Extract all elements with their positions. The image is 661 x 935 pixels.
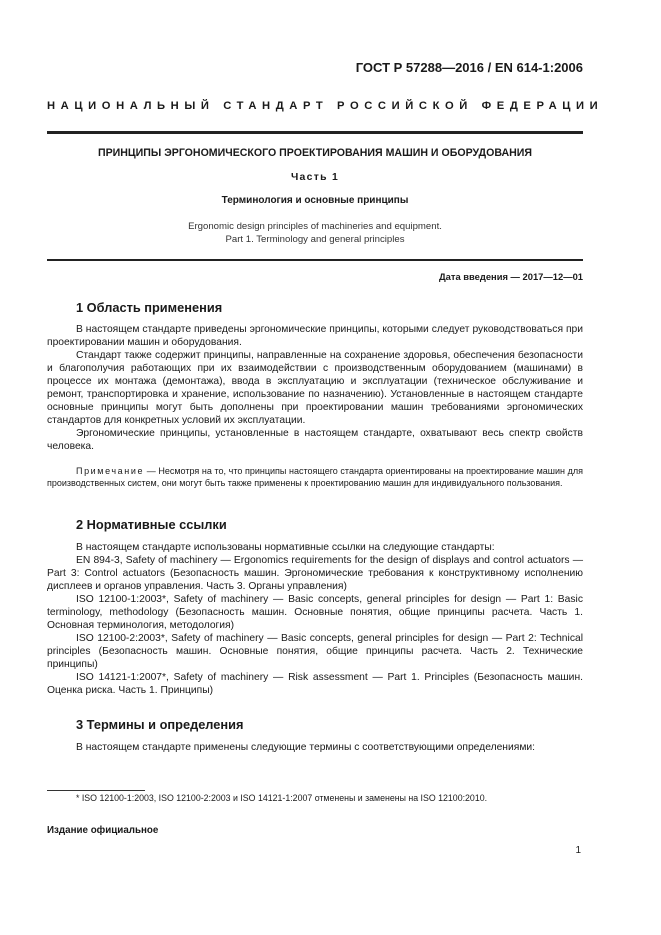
paragraph: Стандарт также содержит принципы, направленные на сохранение здоровья, обеспечения безопасности и благополучия работающих при их взаимодействии с производственным оборудованием (машинами) в процессе их монтажа (демонтажа), ввода в эксплуатацию и эксплуатации (техническое обслуживание и ремонт, транспортировка и хранение, использование по назначению). Установленные в настоящем стандарте основные принципы могут быть дополнены при проектировании машин требованиями эргономических стандартов для конкретных условий их эксплуатации. <box>47 350 583 426</box>
section1-note <box>47 465 583 489</box>
title-divider <box>47 259 583 261</box>
reference-item: EN 894-3, Safety of machinery — Ergonomics requirements for the design of displays and control actuators — Part 3: Control actuators (Безопасность машин. Эргономические требования к конструктивному исполнению дисплеев и органов управления. Часть 3. Органы управления) <box>47 555 583 592</box>
section3-body <box>47 741 583 754</box>
english-title <box>47 220 583 246</box>
national-standard-banner: НАЦИОНАЛЬНЫЙ СТАНДАРТ РОССИЙСКОЙ ФЕДЕРАЦИИ <box>47 100 604 112</box>
document-part: Часть 1 <box>290 172 340 183</box>
document-title: ПРИНЦИПЫ ЭРГОНОМИЧЕСКОГО ПРОЕКТИРОВАНИЯ МАШИН И ОБОРУДОВАНИЯ <box>97 147 532 159</box>
paragraph: В настоящем стандарте применены следующие термины с соответствующими определениями: <box>76 742 536 753</box>
edition-label: Издание официальное <box>47 825 159 836</box>
paragraph: Эргономические принципы, установленные в настоящем стандарте, охватывают весь спектр свойств человека. <box>47 428 583 452</box>
footnote: * ISO 12100-1:2003, ISO 12100-2:2003 и ISO 14121-1:2007 отменены и заменены на ISO 12100:2010. <box>76 793 488 803</box>
intro-date: Дата введения — 2017—12—01 <box>438 271 583 282</box>
section2-body <box>47 541 583 697</box>
section3-heading: 3 Термины и определения <box>76 717 244 732</box>
paragraph: В настоящем стандарте приведены эргономические принципы, которыми следует руководствоваться при проектировании машин и оборудования. <box>47 324 583 348</box>
page-number: 1 <box>575 845 581 856</box>
paragraph: В настоящем стандарте использованы нормативные ссылки на следующие стандарты: <box>76 542 495 553</box>
document-subtitle: Терминология и основные принципы <box>221 195 409 206</box>
note-label: Примечание <box>76 466 145 476</box>
reference-item: ISO 12100-2:2003*, Safety of machinery — Basic concepts, general principles for design — Part 2: Technical principles (Безопасность машин. Основные понятия, общие принципы расчета. Часть 2. Технические принципы) <box>47 633 583 670</box>
section1-heading: 1 Область применения <box>76 300 223 315</box>
section1-body <box>47 323 583 453</box>
footnote-divider <box>47 790 145 791</box>
standard-code: ГОСТ Р 57288—2016 / EN 614-1:2006 <box>355 60 583 75</box>
english-title-line2: Part 1. Terminology and general principles <box>225 234 405 245</box>
english-title-line1: Ergonomic design principles of machineries and equipment. <box>188 221 442 232</box>
header-divider <box>47 131 583 134</box>
reference-item: ISO 12100-1:2003*, Safety of machinery — Basic concepts, general principles for design — Part 1: Basic terminology, methodology (Безопасность машин. Основные понятия, общие принципы расчета. Часть 1. Основная терминология, методология) <box>47 594 583 631</box>
note-paragraph <box>47 465 583 489</box>
section2-heading: 2 Нормативные ссылки <box>76 517 227 532</box>
note-text: — Несмотря на то, что принципы настоящего стандарта ориентированы на проектирование машин для производственных систем, они могут быть также применены к проектированию машин для индивидуального пользования. <box>47 466 583 488</box>
reference-item: ISO 14121-1:2007*, Safety of machinery — Risk assessment — Part 1. Principles (Безопасность машин. Оценка риска. Часть 1. Принципы) <box>47 672 583 696</box>
